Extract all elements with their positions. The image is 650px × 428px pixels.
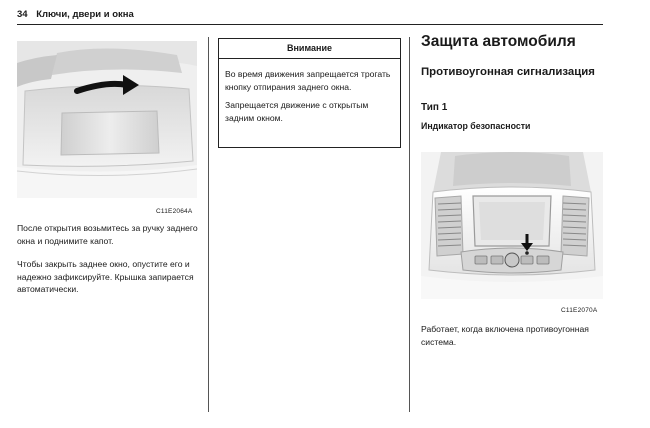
warning-paragraph-1: Во время движения запрещается трогать кнопку отпирания заднего окна. [225,69,391,92]
column-divider-right [409,37,410,412]
left-paragraph-2: Чтобы закрыть заднее окно, опустите его и надежно зафиксируйте. Крышка запирается автоматически. [17,259,194,295]
subsection-heading: Противоугонная сигнализация [421,66,595,78]
warning-box [218,38,401,148]
dashboard-indicator-illustration [421,152,603,299]
warning-title: Внимание [219,39,400,59]
page-number: 34 [17,9,28,20]
figure-caption-left: C11E2064A [156,208,193,215]
left-paragraph-1: После открытия возьмитесь за ручку заднего окна и поднимите капот. [17,223,198,246]
column-divider-left [208,37,209,412]
section-heading: Защита автомобиля [421,33,576,50]
figure-caption-right: C11E2070A [561,307,598,314]
type-heading: Тип 1 [421,102,448,113]
rear-window-illustration [17,41,197,198]
warning-paragraph-2: Запрещается движение с открытым задним окном. [225,100,369,123]
indicator-heading: Индикатор безопасности [421,121,531,131]
section-title: Ключи, двери и окна [36,9,134,20]
page-header [17,9,134,20]
security-indicator-led [525,251,529,255]
header-rule [17,24,603,25]
right-paragraph: Работает, когда включена противоугонная система. [421,324,589,347]
